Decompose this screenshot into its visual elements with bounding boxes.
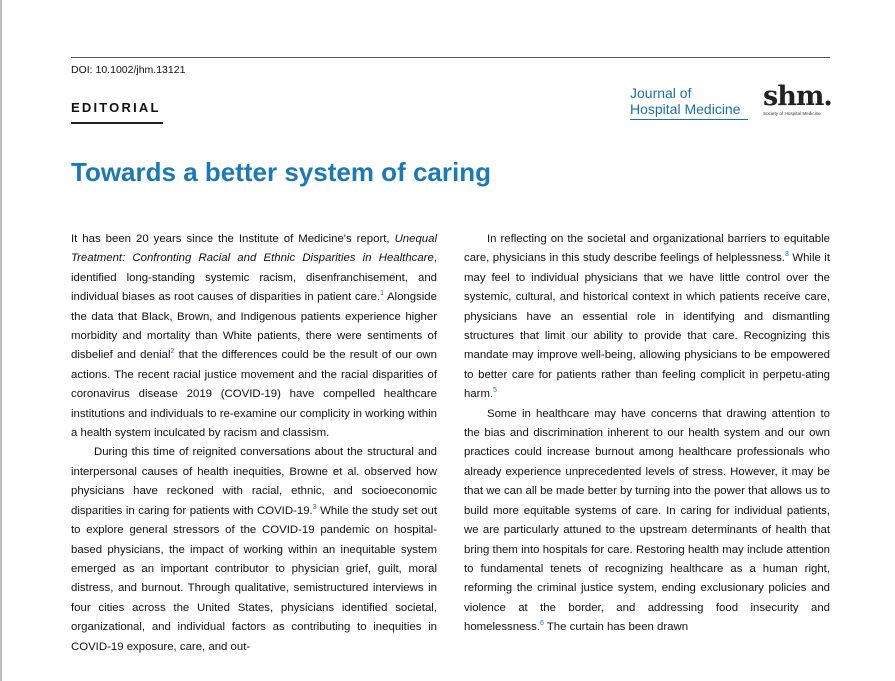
doi-label: DOI: 10.1002/jhm.13121 [71, 64, 186, 76]
citation-ref-2[interactable]: 2 [170, 348, 175, 356]
right-column [464, 230, 830, 638]
citation-ref-5[interactable]: 5 [493, 387, 498, 395]
text-run: , identified long-standing systemic racism, disenfranchisement, and individual biases as root causes of disparities in patient care. [71, 252, 437, 304]
article-title: Towards a better system of caring [71, 157, 491, 187]
left-column [71, 230, 437, 657]
section-label: EDITORIAL [71, 100, 161, 115]
journal-logo [630, 86, 750, 117]
text-run: In reflecting on the societal and organizational barriers to equitable care, physicians in this study describe feelings of helplessness. [464, 233, 830, 265]
citation-ref-1[interactable]: 1 [380, 290, 385, 298]
left-paragraph-1 [71, 230, 437, 443]
text-run: While the study set out to explore general stressors of the COVID-19 pandemic on hospital-based physicians, the impact of working within an inequitable system emerged as an important contributor to physician grief, guilt, moral distress, and burnout. Through qualitative, semistructured interviews in four cities across the United States, physicians identified societal, organizational, and individual factors as contributing to inequities in COVID-19 exposure, care, and out- [71, 504, 437, 653]
society-logo-mark: shm. [763, 81, 832, 112]
page-edge [0, 0, 2, 681]
journal-logo-underline [630, 119, 748, 120]
report-title-italic: Unequal Treatment: Confronting Racial and Ethnic Disparities in Healthcare [71, 233, 437, 265]
text-run: While it may feel to individual physicians that we have little control over the systemic, cultural, and historical context in which patients receive care, physicians have an essential role in identifying and dismantling structures that limit our ability to provide that care. Recognizing this mandate may improve well-being, allowing physicians to be empowered to better care for patients rather than feeling complicit in perpetu-ating harm. [464, 252, 830, 401]
text-run: The curtain has been drawn [543, 621, 689, 634]
citation-ref-3[interactable]: 3 [784, 251, 789, 259]
text-run: that the differences could be the result of our own actions. The recent racial justice movement and the racial disparities of coronavirus disease 2019 (COVID-19) have compelled healthcare institutions and individuals to re-examine our complicity in working within a health system inculcated by racism and classism. [71, 349, 437, 440]
left-paragraph-2 [71, 443, 437, 656]
header-rule [71, 57, 830, 58]
section-rule [71, 122, 163, 124]
citation-ref-6[interactable]: 6 [539, 620, 544, 628]
society-logo-name: Society of Hospital Medicine [763, 111, 821, 116]
text-run: It has been 20 years since the Institute of Medicine's report, [71, 233, 395, 245]
right-paragraph-1 [464, 230, 830, 405]
journal-logo-line1: Journal of [630, 85, 692, 101]
right-paragraph-2 [464, 405, 830, 638]
journal-logo-line2: Hospital Medicine [630, 101, 741, 117]
text-run: During this time of reignited conversations about the structural and interpersonal causes of health inequities, Browne et al. observed how physicians have reckoned with racial, ethnic, and socioeconomic disparities in caring for patients with COVID-19. [71, 446, 437, 517]
citation-ref-3[interactable]: 3 [312, 503, 317, 511]
text-run: Alongside the data that Black, Brown, and Indigenous patients experience higher morbidity and mortality than White patients, there were sentiments of disbelief and denial [71, 291, 437, 362]
society-logo [763, 82, 833, 116]
text-run: Some in healthcare may have concerns that drawing attention to the bias and discrimination inherent to our health system and our own practices could increase burnout among healthcare professionals who already experience unprecedented levels of stress. However, it may be that we can all be made better by turning into the power that allows us to build more equitable systems of care. In caring for individual patients, we are particularly attuned to the upstream determinants of health that bring them into hospitals for care. Restoring health may include attention to fundamental tenets of recognizing healthcare as a human right, reforming the criminal justice system, ending exclusionary policies and violence at the border, and addressing food insecurity and homelessness. [464, 407, 830, 634]
